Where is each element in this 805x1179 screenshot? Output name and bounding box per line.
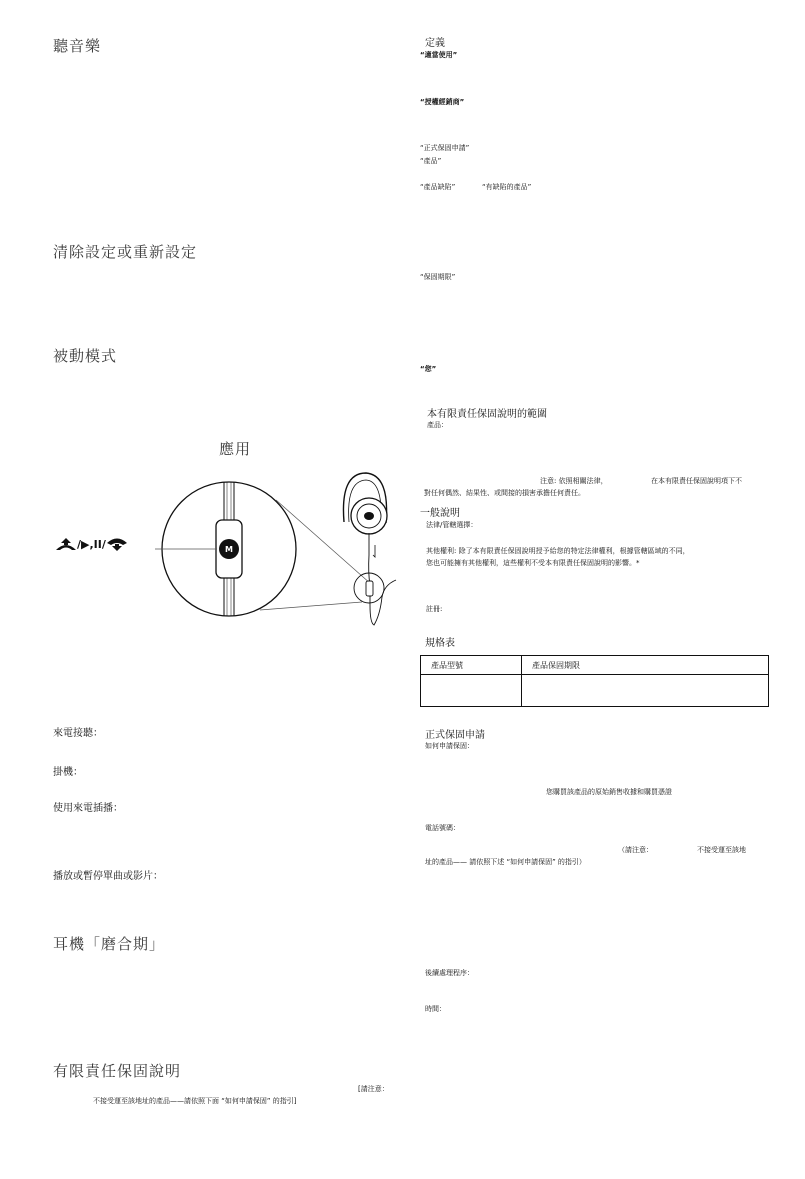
svg-text:M: M (225, 545, 233, 554)
heading-spec-table: 規格表 (425, 638, 455, 649)
def-defect: “產品缺陷” (420, 183, 456, 191)
label-apps: 應用 (219, 440, 252, 458)
follow-up-procedure: 後續處理程序： (425, 969, 474, 977)
phone-answer-icon (55, 538, 77, 551)
def-warranty-period: “保固期限” (420, 273, 456, 281)
play-pause-symbols: /▶,II/ (77, 538, 106, 551)
spec-cell-period (522, 675, 769, 707)
heading-limited-warranty: 有限責任保固說明 (53, 1062, 182, 1080)
spec-col-model: 產品型號 (421, 656, 522, 675)
headphone-remote-illustration (48, 465, 398, 645)
heading-scope: 本有限責任保固說明的範圍 (427, 409, 547, 420)
receipt-text: 您購買該產品的原始銷售收據和購買憑證 (546, 788, 672, 796)
def-product: “產品” (420, 157, 442, 165)
other-rights-line2: 您也可能擁有其他權利，這些權利不受本有限責任保固說明的影響。* (426, 559, 640, 567)
claim-note-line2: 址的產品—— 請依照下述 “如何申請保固” 的指引） (425, 858, 586, 866)
heading-break-in: 耳機「磨合期」 (53, 935, 166, 953)
heading-listen-music: 聽音樂 (53, 37, 102, 55)
warranty-note-line2: 不接受運至該地址的產品——請依照下面 “如何申請保固” 的指引] (93, 1097, 297, 1105)
warranty-note-line1: [請注意： (358, 1085, 389, 1093)
registration: 註冊: (426, 605, 443, 613)
def-you: “您” (420, 365, 437, 373)
phone-number: 電話號碼： (425, 824, 460, 832)
heading-reset: 清除設定或重新設定 (53, 243, 198, 261)
spec-col-period: 產品保固期限 (522, 656, 769, 675)
other-rights-line1: 其他權利: 除了本有限責任保固說明授予給您的特定法律權利，根據管轄區域的不同， (426, 547, 690, 555)
law-jurisdiction: 法律/管轄選擇： (426, 521, 478, 529)
table-row (421, 656, 769, 675)
def-proper-use: “適當使用” (420, 51, 458, 59)
call-answer-label: 來電接聽： (53, 728, 103, 739)
claim-note-a: （請注意： (618, 846, 653, 854)
play-pause-label: 播放或暫停單曲或影片： (53, 871, 163, 882)
time-label: 時間： (425, 1005, 446, 1013)
how-to-claim: 如何申請保固： (425, 742, 474, 750)
note-law-b: 在本有限責任保固說明項下不 (651, 477, 742, 485)
table-row (421, 675, 769, 707)
spec-table (420, 655, 769, 707)
scope-product: 產品： (427, 421, 448, 429)
remote-function-symbols (55, 538, 128, 551)
incoming-call-play-label: 使用來電插播： (53, 803, 123, 814)
def-authorized-dealer: “授權經銷商” (420, 98, 465, 106)
heading-formal-claim: 正式保固申請 (425, 730, 485, 741)
def-formal-claim: “正式保固申請” (420, 144, 470, 152)
heading-passive-mode: 被動模式 (53, 347, 118, 365)
heading-general: 一般說明 (420, 508, 460, 519)
spec-cell-model (421, 675, 522, 707)
def-defective-product: “有缺陷的產品” (482, 183, 532, 191)
hang-up-label: 掛機： (53, 767, 83, 778)
note-law-a: 注意: 依照相關法律， (540, 477, 608, 485)
note-law-line2: 對任何偶然、結果性、或間接的損害承擔任何責任。 (424, 489, 585, 497)
claim-note-b: 不接受運至該地 (697, 846, 746, 854)
heading-definitions: 定義 (425, 38, 445, 49)
small-remote (366, 581, 373, 596)
phone-hangup-icon (106, 538, 128, 551)
